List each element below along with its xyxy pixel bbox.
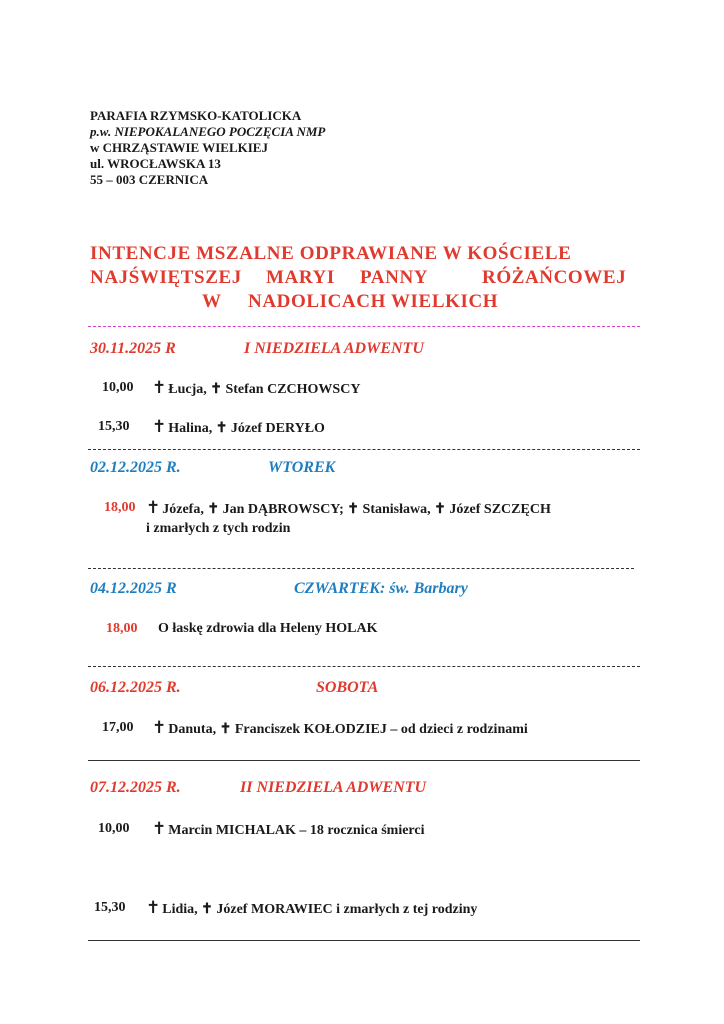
title-line-2c: PANNY: [360, 267, 429, 288]
mass-time: 10,00: [102, 380, 134, 395]
mass-time: 15,30: [94, 900, 126, 915]
day-name: I NIEDZIELA ADWENTU: [244, 340, 424, 357]
day-date: 30.11.2025 R: [90, 340, 176, 357]
day-date: 02.12.2025 R.: [90, 459, 181, 476]
day-separator: [88, 568, 634, 569]
parish-name: PARAFIA RZYMSKO-KATOLICKA: [90, 108, 302, 123]
bottom-separator: [88, 940, 640, 941]
title-line-2a: NAJŚWIĘTSZEJ: [90, 267, 242, 288]
mass-intention: ✝ Józefa, ✝ Jan DĄBROWSCY; ✝ Stanisława, ✝ Józef SZCZĘCH: [146, 498, 551, 517]
title-line-3a: W: [202, 291, 222, 312]
mass-intention: ✝ Danuta, ✝ Franciszek KOŁODZIEJ – od dzieci z rodzinami: [152, 718, 528, 737]
mass-time: 15,30: [98, 419, 130, 434]
cross-icon: ✝: [152, 718, 167, 737]
day-name: CZWARTEK: św. Barbary: [294, 580, 468, 597]
day-separator: [88, 449, 640, 450]
mass-time: 10,00: [98, 821, 130, 836]
mass-intention: ✝ Marcin MICHALAK – 18 rocznica śmierci: [152, 819, 425, 838]
mass-intention: ✝ Lidia, ✝ Józef MORAWIEC i zmarłych z tej rodziny: [146, 898, 478, 917]
title-line-1: INTENCJE MSZALNE ODPRAWIANE W KOŚCIELE: [90, 243, 572, 264]
parish-postal: 55 – 003 CZERNICA: [90, 172, 209, 187]
title-line-2b: MARYI: [266, 267, 335, 288]
day-name: II NIEDZIELA ADWENTU: [240, 779, 427, 796]
title-separator: [88, 326, 640, 327]
day-separator: [88, 666, 640, 667]
mass-intention-continued: i zmarłych z tych rodzin: [146, 521, 291, 536]
day-date: 07.12.2025 R.: [90, 779, 181, 796]
cross-icon: ✝: [146, 498, 161, 517]
title-line-3b: NADOLICACH WIELKICH: [248, 291, 499, 312]
mass-time: 18,00: [106, 621, 138, 636]
day-name: WTOREK: [268, 459, 336, 476]
day-date: 04.12.2025 R: [90, 580, 177, 597]
mass-intention: ✝ Łucja, ✝ Stefan CZCHOWSCY: [152, 378, 361, 397]
mass-intention: O łaskę zdrowia dla Heleny HOLAK: [158, 621, 378, 636]
cross-icon: ✝: [152, 819, 167, 838]
day-name: SOBOTA: [316, 679, 379, 696]
title-line-2d: RÓŻAŃCOWEJ: [482, 267, 627, 288]
parish-street: ul. WROCŁAWSKA 13: [90, 156, 221, 171]
mass-time: 18,00: [104, 500, 136, 515]
parish-dedication: p.w. NIEPOKALANEGO POCZĘCIA NMP: [90, 124, 326, 139]
parish-location: w CHRZĄSTAWIE WIELKIEJ: [90, 140, 268, 155]
day-separator: [88, 760, 640, 761]
cross-icon: ✝: [146, 898, 161, 917]
mass-time: 17,00: [102, 720, 134, 735]
cross-icon: ✝: [152, 378, 167, 397]
mass-intention: ✝ Halina, ✝ Józef DERYŁO: [152, 417, 325, 436]
cross-icon: ✝: [152, 417, 167, 436]
day-date: 06.12.2025 R.: [90, 679, 181, 696]
